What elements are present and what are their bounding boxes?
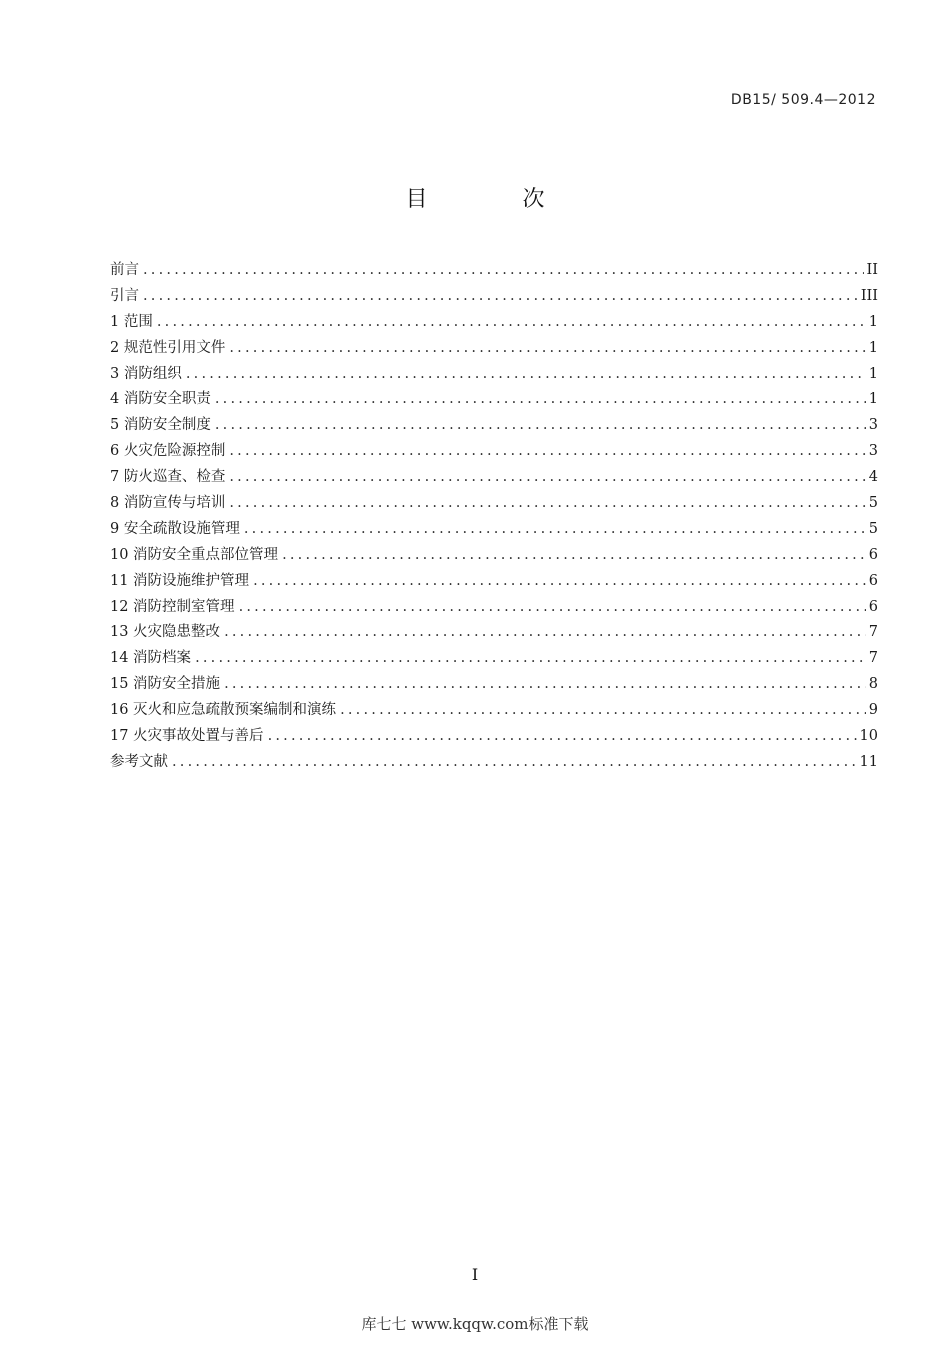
toc-entry-page: 4	[868, 469, 878, 486]
table-of-contents	[110, 258, 878, 776]
toc-entry-label: 5 消防安全制度	[110, 417, 211, 434]
toc-dot-leader	[215, 413, 866, 439]
toc-title: 目 次	[405, 187, 589, 212]
toc-entry-label: 12 消防控制室管理	[110, 598, 235, 615]
toc-entry-label: 6 火灾危险源控制	[110, 443, 226, 460]
toc-entry[interactable]	[110, 724, 878, 750]
toc-dot-leader	[268, 724, 857, 750]
toc-entry-label: 13 火灾隐患整改	[110, 624, 221, 641]
toc-entry-label: 引言	[110, 287, 139, 304]
toc-entry[interactable]	[110, 698, 878, 724]
toc-dot-leader	[239, 595, 866, 621]
toc-dot-leader	[229, 491, 865, 517]
toc-entry-page: 1	[868, 365, 878, 382]
toc-entry[interactable]	[110, 595, 878, 621]
toc-dot-leader	[340, 698, 866, 724]
toc-entry[interactable]	[110, 310, 878, 336]
toc-entry-label: 1 范围	[110, 313, 153, 330]
toc-entry-page: 1	[868, 391, 878, 408]
toc-entry-page: 5	[868, 495, 878, 512]
toc-entry-label: 前言	[110, 262, 139, 278]
toc-entry[interactable]	[110, 672, 878, 698]
toc-entry-page: 11	[859, 753, 878, 770]
toc-entry-label: 16 灭火和应急疏散预案编制和演练	[110, 702, 337, 719]
toc-entry[interactable]	[110, 543, 878, 569]
toc-dot-leader	[282, 543, 866, 569]
toc-dot-leader	[229, 465, 865, 491]
toc-entry-label: 10 消防安全重点部位管理	[110, 546, 279, 563]
toc-entry-label: 17 火灾事故处置与善后	[110, 728, 264, 745]
document-code: DB15/ 509.4—2012	[730, 92, 876, 108]
toc-entry-page: 7	[868, 624, 878, 641]
toc-entry[interactable]	[110, 491, 878, 517]
toc-dot-leader	[215, 387, 866, 413]
toc-entry[interactable]	[110, 439, 878, 465]
toc-entry-page: 6	[868, 598, 878, 615]
page-number: I	[471, 1265, 479, 1284]
toc-dot-leader	[229, 336, 865, 362]
toc-entry-page: 3	[868, 417, 878, 434]
toc-entry[interactable]	[110, 517, 878, 543]
toc-entry-label: 3 消防组织	[110, 365, 182, 382]
toc-entry-label: 8 消防宣传与培训	[110, 495, 226, 512]
toc-entry[interactable]	[110, 750, 878, 776]
toc-entry-label: 7 防火巡查、检查	[110, 469, 226, 486]
toc-dot-leader	[143, 284, 858, 310]
toc-entry-label: 15 消防安全措施	[110, 676, 221, 693]
toc-entry[interactable]	[110, 465, 878, 491]
toc-entry[interactable]	[110, 258, 878, 284]
toc-dot-leader	[253, 569, 866, 595]
toc-entry-label: 2 规范性引用文件	[110, 339, 226, 356]
toc-entry-page: 6	[868, 546, 878, 563]
toc-entry-label: 参考文献	[110, 753, 168, 770]
toc-entry-page: 1	[868, 313, 878, 330]
toc-entry-page: II	[866, 262, 878, 278]
toc-entry-label: 14 消防档案	[110, 650, 192, 667]
toc-dot-leader	[224, 672, 866, 698]
toc-dot-leader	[143, 258, 864, 284]
toc-entry[interactable]	[110, 362, 878, 388]
toc-dot-leader	[186, 362, 866, 388]
toc-entry-page: 3	[868, 443, 878, 460]
toc-entry[interactable]	[110, 646, 878, 672]
toc-entry[interactable]	[110, 620, 878, 646]
toc-dot-leader	[244, 517, 866, 543]
toc-entry-page: 6	[868, 572, 878, 589]
toc-dot-leader	[195, 646, 866, 672]
toc-entry[interactable]	[110, 569, 878, 595]
toc-dot-leader	[224, 620, 866, 646]
toc-entry-page: 7	[868, 650, 878, 667]
toc-entry-page: III	[860, 287, 878, 304]
toc-entry-label: 4 消防安全职责	[110, 391, 211, 408]
toc-entry-page: 5	[868, 520, 878, 537]
toc-entry-label: 11 消防设施维护管理	[110, 572, 250, 589]
toc-dot-leader	[172, 750, 857, 776]
toc-entry-page: 1	[868, 339, 878, 356]
toc-entry-page: 8	[868, 676, 878, 693]
toc-entry[interactable]	[110, 336, 878, 362]
toc-entry-label: 9 安全疏散设施管理	[110, 520, 240, 537]
toc-entry-page: 9	[868, 702, 878, 719]
toc-dot-leader	[229, 439, 865, 465]
toc-dot-leader	[157, 310, 866, 336]
toc-entry[interactable]	[110, 284, 878, 310]
footer-watermark-text: 库七七 www.kqqw.com标准下载	[361, 1315, 589, 1333]
toc-entry[interactable]	[110, 387, 878, 413]
toc-entry[interactable]	[110, 413, 878, 439]
toc-entry-page: 10	[859, 728, 878, 745]
